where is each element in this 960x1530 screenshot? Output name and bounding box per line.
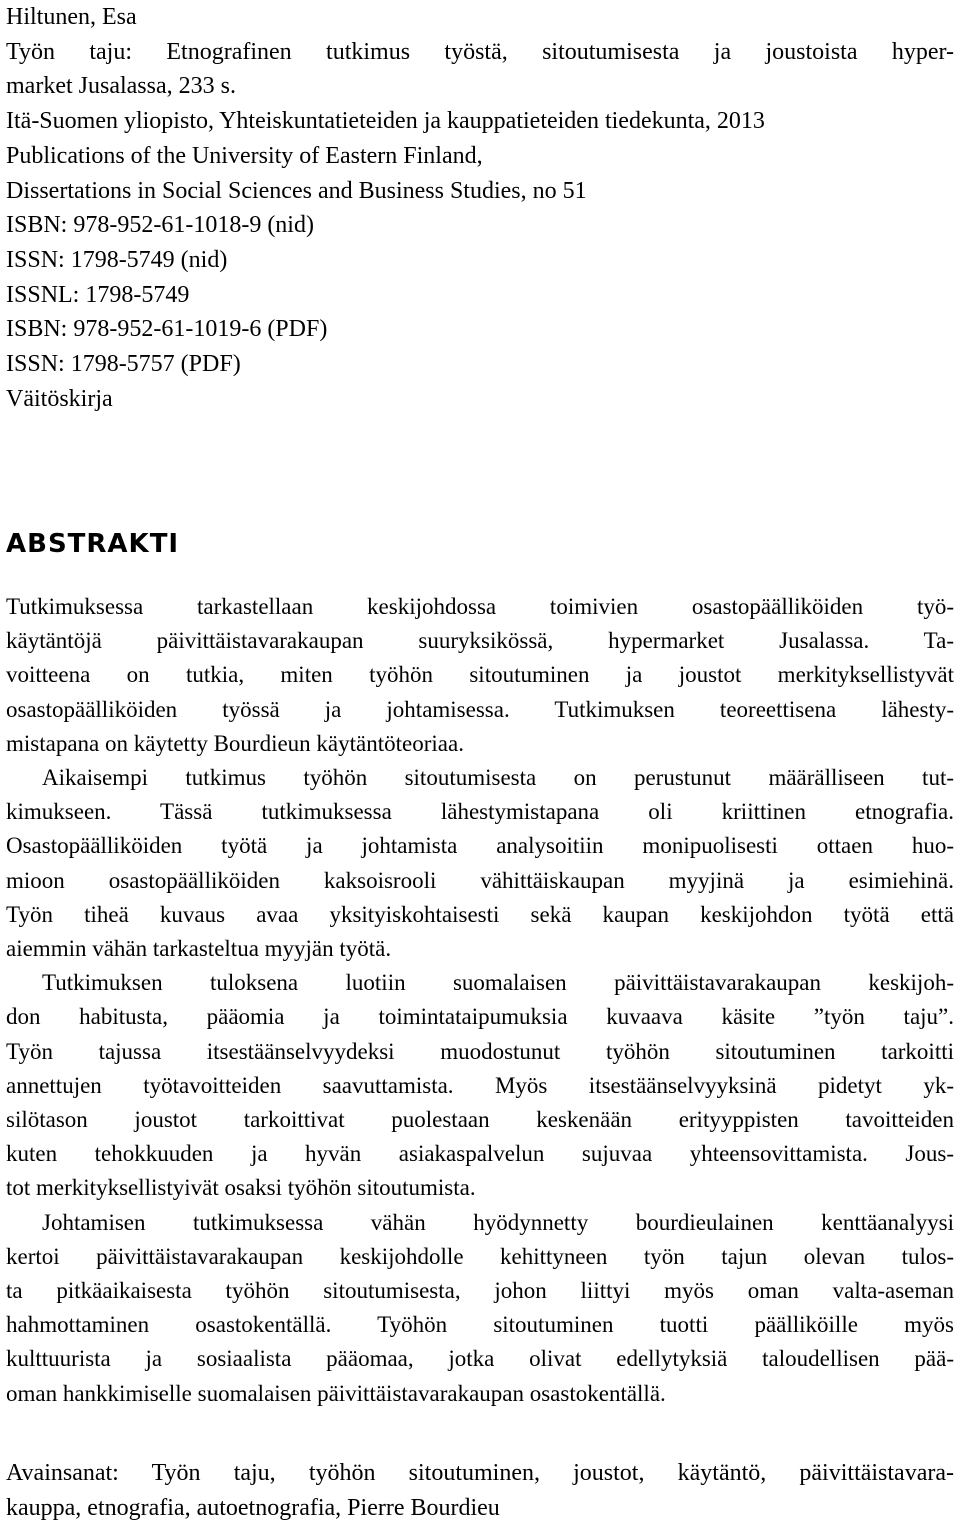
abstract-line: silötason joustot tarkoittivat puolestaan keskenään erityyppisten tavoitteiden	[6, 1107, 954, 1133]
abstract-line: kuten tehokkuuden ja hyvän asiakaspalvelun sujuvaa yhteensovittamista. Jous-	[6, 1141, 954, 1167]
series-line: Publications of the University of Eastern Finland,	[6, 142, 483, 169]
title-line: market Jusalassa, 233 s.	[6, 73, 236, 100]
title-line: Työn taju: Etnografinen tutkimus työstä, sitoutumisesta ja joustoista hyper-	[6, 38, 954, 65]
abstract-line: kertoi päivittäistavarakaupan keskijohdolle kehittyneen työn tajun olevan tulos-	[6, 1243, 954, 1269]
keywords-line: Avainsanat: Työn taju, työhön sitoutuminen, joustot, käytäntö, päivittäistavara-	[6, 1460, 954, 1486]
keywords	[6, 1456, 954, 1526]
abstract-line: don habitusta, pääomia ja toimintataipumuksia kuvaava käsite ”työn taju”.	[6, 1004, 954, 1030]
abstract-line: kulttuurista ja sosiaalista pääomaa, jotka olivat edellytyksiä taloudellisen pää-	[6, 1346, 954, 1372]
abstract-line: mistapana on käytetty Bourdieun käytäntöteoriaa.	[6, 730, 464, 756]
abstract-line: käytäntöjä päivittäistavarakaupan suuryksikössä, hypermarket Jusalassa. Ta-	[6, 628, 954, 654]
document-type: Väitöskirja	[6, 385, 113, 412]
abstract-heading: ABSTRAKTI	[6, 529, 180, 559]
abstract-line: Työn tajussa itsestäänselvyydeksi muodostunut työhön sitoutuminen tarkoitti	[6, 1038, 954, 1064]
isbn-pdf: ISBN: 978-952-61-1019-6 (PDF)	[6, 316, 328, 343]
keywords-line: kauppa, etnografia, autoetnografia, Pierre Bourdieu	[6, 1495, 500, 1521]
isbn-print: ISBN: 978-952-61-1018-9 (nid)	[6, 212, 314, 239]
abstract-line: ta pitkäaikaisesta työhön sitoutumisesta, johon liittyi myös oman valta-aseman	[6, 1278, 954, 1304]
abstract-line: voitteena on tutkia, miten työhön sitoutuminen ja joustot merkityksellistyvät	[6, 662, 954, 688]
abstract-body	[6, 590, 954, 1411]
author: Hiltunen, Esa	[6, 4, 137, 30]
abstract-line: hahmottaminen osastokentällä. Työhön sitoutuminen tuotti päälliköille myös	[6, 1312, 954, 1338]
abstract-line: Tutkimuksessa tarkastellaan keskijohdossa toimivien osastopäälliköiden työ-	[6, 594, 954, 619]
abstract-line: Johtamisen tutkimuksessa vähän hyödynnetty bourdieulainen kenttäanalyysi	[42, 1209, 954, 1235]
abstract-line: aiemmin vähän tarkasteltua myyjän työtä.	[6, 936, 392, 962]
abstract-line: annettujen työtavoitteiden saavuttamista. Myös itsestäänselvyyksinä pidetyt yk-	[6, 1072, 954, 1098]
abstract-line: oman hankkimiselle suomalaisen päivittäistavarakaupan osastokentällä.	[6, 1380, 666, 1406]
abstract-line: Aikaisempi tutkimus työhön sitoutumisesta on perustunut määrälliseen tut-	[42, 765, 954, 791]
abstract-line: Osastopäälliköiden työtä ja johtamista analysoitiin monipuolisesti ottaen huo-	[6, 833, 954, 859]
abstract-line: osastopäälliköiden työssä ja johtamisessa. Tutkimuksen teoreettisena lähesty-	[6, 696, 954, 722]
issn-print: ISSN: 1798-5749 (nid)	[6, 246, 228, 273]
issnl: ISSNL: 1798-5749	[6, 281, 190, 308]
abstract-line: mioon osastopäälliköiden kaksoisrooli vähittäiskaupan myyjinä ja esimiehinä.	[6, 867, 954, 893]
abstract-line: kimukseen. Tässä tutkimuksessa lähestymistapana oli kriittinen etnografia.	[6, 799, 954, 825]
institution: Itä-Suomen yliopisto, Yhteiskuntatieteiden ja kauppatieteiden tiedekunta, 2013	[6, 108, 765, 135]
series-line: Dissertations in Social Sciences and Business Studies, no 51	[6, 177, 587, 204]
bibliographic-info	[6, 0, 954, 416]
abstract-line: Työn tiheä kuvaus avaa yksityiskohtaisesti sekä kaupan keskijohdon työtä että	[6, 901, 954, 927]
issn-pdf: ISSN: 1798-5757 (PDF)	[6, 351, 241, 378]
abstract-line: tot merkityksellistyivät osaksi työhön sitoutumista.	[6, 1175, 476, 1201]
abstract-line: Tutkimuksen tuloksena luotiin suomalaisen päivittäistavarakaupan keskijoh-	[42, 970, 954, 996]
